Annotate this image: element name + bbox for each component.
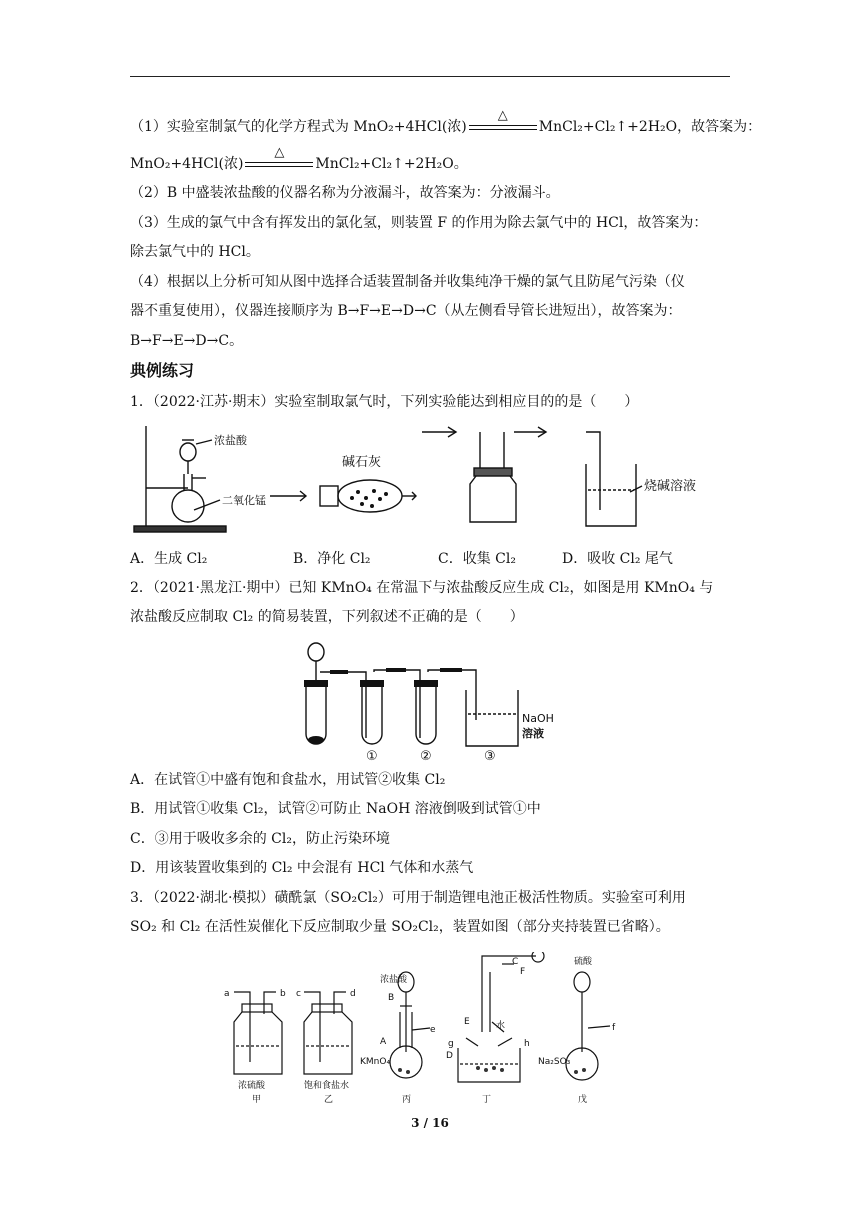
figure-label: g	[448, 1039, 454, 1049]
question-2-stem-line-2: 浓盐酸反应制取 Cl₂ 的简易装置，下列叙述不正确的是（ ）	[130, 609, 524, 625]
beaker-3-label: ③	[484, 749, 496, 762]
label-naoh-solution: 烧碱溶液	[644, 479, 697, 494]
tube-2-label: ②	[420, 749, 432, 762]
heating-condition: △	[245, 157, 313, 171]
page-number: 3 / 16	[411, 1116, 449, 1130]
answer-1-line-2: MnO₂+4HCl(浓) △ MnCl₂+Cl₂↑+2H₂O。	[130, 145, 468, 172]
question-2-stem-line-1: 2．（2021·黑龙江·期中）已知 KMnO₄ 在常温下与浓盐酸反应生成 Cl₂，如图是用 KMnO₄ 与	[130, 580, 714, 596]
figure-label: d	[350, 989, 356, 999]
answer-3-line-1: （3）生成的氯气中含有挥发出的氯化氢，则装置 F 的作用为除去氯气中的 HCl，故答案为：	[130, 215, 708, 231]
question-3-stem-line-1: 3．（2022·湖北·模拟）磺酰氯（SO₂Cl₂）可用于制造锂电池正极活性物质。实验室可利用	[130, 890, 686, 906]
figure-label: a	[224, 989, 230, 999]
figure-label: B	[388, 993, 395, 1003]
figure-label: c	[296, 989, 301, 999]
label-mno2: 二氧化锰	[222, 494, 266, 507]
question-1-option-b: B．净化 Cl₂	[293, 551, 371, 567]
figure-label: f	[612, 1023, 616, 1033]
figure-label: KMnO₄	[360, 1057, 391, 1067]
answer-1-line-1: （1）实验室制氯气的化学方程式为 MnO₂+4HCl(浓) △ MnCl₂+Cl₂↑+2H₂O，故答案为：	[130, 108, 762, 135]
question-1-option-a: A．生成 Cl₂	[130, 551, 208, 567]
figure-label: 饱和食盐水	[304, 1081, 350, 1091]
figure-label: 浓硫酸	[238, 1081, 266, 1091]
tube-1-label: ①	[366, 749, 378, 762]
figure-label: 甲	[252, 1095, 262, 1105]
heating-condition: △	[469, 120, 537, 134]
question-3-figure	[220, 952, 640, 1108]
section-heading: 典例练习	[130, 361, 195, 380]
question-2-option-b: B．用试管①收集 Cl₂，试管②可防止 NaOH 溶液倒吸到试管①中	[130, 801, 541, 817]
figure-label: 硫酸	[574, 957, 593, 967]
figure-label: b	[280, 989, 286, 999]
figure-label: 水	[496, 1021, 506, 1031]
question-1-stem: 1．（2022·江苏·期末）实验室制取氯气时，下列实验能达到相应目的的是（ ）	[130, 394, 639, 410]
figure-label: e	[430, 1025, 436, 1035]
figure-label: 戊	[578, 1095, 588, 1105]
answer-2: （2）B 中盛装浓盐酸的仪器名称为分液漏斗，故答案为：分液漏斗。	[130, 185, 560, 201]
figure-label: C	[512, 957, 519, 967]
question-2-option-c: C．③用于吸收多余的 Cl₂，防止污染环境	[130, 831, 390, 847]
answer-4-line-2: 器不重复使用），仪器连接顺序为 B→F→E→D→C（从左侧看导管长进短出），故答案为：	[130, 303, 682, 319]
figure-label: h	[524, 1039, 530, 1049]
header-rule	[130, 76, 730, 77]
naoh-label: NaOH	[522, 712, 554, 725]
question-2-figure	[290, 636, 580, 762]
figure-label: Na₂SO₃	[538, 1057, 571, 1067]
label-conc-hcl: 浓盐酸	[214, 434, 247, 447]
question-1-option-d: D．吸收 Cl₂ 尾气	[562, 551, 673, 567]
answer-4-line-3: B→F→E→D→C。	[130, 333, 244, 349]
figure-label: A	[380, 1037, 387, 1047]
figure-label: 丙	[402, 1095, 412, 1105]
question-2-option-d: D．用该装置收集到的 Cl₂ 中会混有 HCl 气体和水蒸气	[130, 860, 474, 876]
answer-3-line-2: 除去氯气中的 HCl。	[130, 244, 260, 260]
solution-label: 溶液	[522, 727, 544, 740]
figure-label: E	[464, 1017, 470, 1027]
figure-label: 浓盐酸	[380, 975, 408, 985]
question-2-option-a: A．在试管①中盛有饱和食盐水，用试管②收集 Cl₂	[130, 772, 446, 788]
question-3-stem-line-2: SO₂ 和 Cl₂ 在活性炭催化下反应制取少量 SO₂Cl₂，装置如图（部分夹持装置已省略）。	[130, 919, 670, 935]
figure-label: 乙	[324, 1095, 334, 1105]
figure-label: D	[446, 1051, 453, 1061]
answer-4-line-1: （4）根据以上分析可知从图中选择合适装置制备并收集纯净干燥的氯气且防尾气污染（仪	[130, 274, 685, 290]
soda-lime-pellets	[350, 489, 388, 508]
question-1-option-c: C．收集 Cl₂	[438, 551, 516, 567]
label-soda-lime: 碱石灰	[342, 455, 382, 470]
figure-label: F	[520, 967, 526, 977]
question-1-figure	[130, 418, 750, 540]
figure-label: 丁	[482, 1095, 492, 1105]
